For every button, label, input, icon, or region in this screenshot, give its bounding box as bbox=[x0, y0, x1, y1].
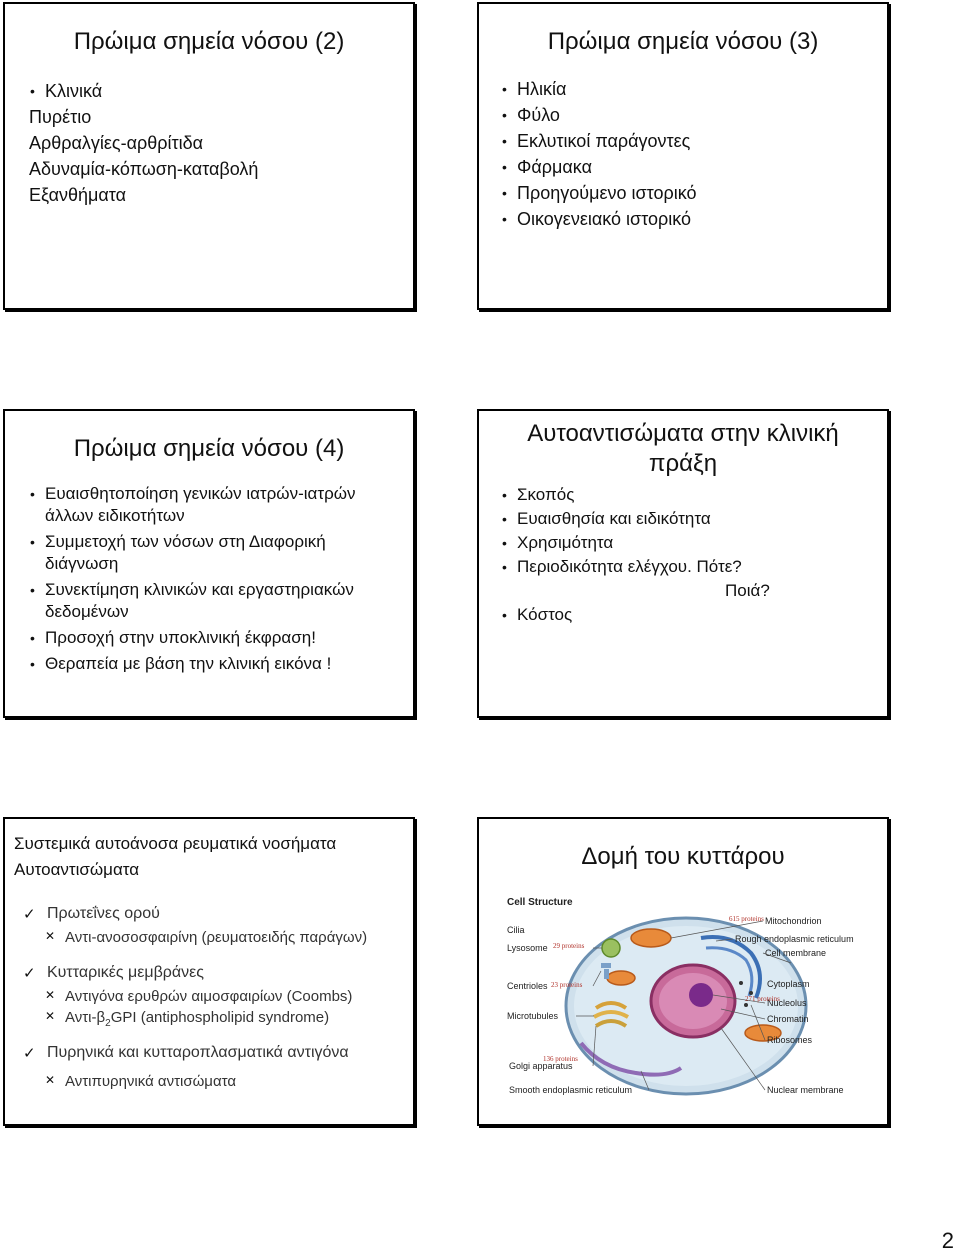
bullet-item: • Περιοδικότητα ελέγχου. Πότε? bbox=[517, 555, 770, 579]
bullet-dot-icon: • bbox=[502, 511, 507, 527]
cross-mark-icon: ✕ bbox=[45, 1009, 56, 1023]
bullet-dot-icon: • bbox=[30, 534, 35, 550]
nucleolus-shape bbox=[689, 983, 713, 1007]
label-mitochondrion: Mitochondrion bbox=[765, 916, 822, 926]
bullet-dot-icon: • bbox=[30, 83, 35, 99]
bullet-item: • Ευαισθησία και ειδικότητα bbox=[517, 507, 770, 531]
mitochondrion-shape bbox=[631, 929, 671, 947]
bullet-item: • Προσοχή στην υποκλινική έκφραση! bbox=[30, 628, 316, 647]
bullet-dot-icon: • bbox=[30, 486, 35, 502]
label-smooth-er: Smooth endoplasmic reticulum bbox=[509, 1085, 633, 1095]
bullet-dot-icon: • bbox=[502, 211, 507, 227]
slide-title: Δομή του κυττάρου bbox=[581, 843, 785, 870]
label-lysosome: Lysosome bbox=[507, 943, 548, 953]
label-chromatin: Chromatin bbox=[767, 1014, 809, 1024]
bullet-item: • Σκοπός bbox=[517, 483, 770, 507]
slide-heading: Συστεμικά αυτοάνοσα ρευματικά νοσήματα Αυτοαντισώματα bbox=[14, 834, 337, 879]
bullet-dot-icon: • bbox=[502, 159, 507, 175]
bullet-dot-icon: • bbox=[502, 487, 507, 503]
cell-illustration bbox=[501, 893, 867, 1099]
label-cell-membrane: Cell membrane bbox=[765, 948, 827, 958]
label-cytoplasm: Cytoplasm bbox=[767, 979, 810, 989]
label-rough-er: Rough endoplasmic reticulum bbox=[735, 934, 854, 944]
protein-count-label: 29 proteins bbox=[553, 942, 585, 950]
bullet-list bbox=[502, 483, 770, 627]
protein-count-label: 271 proteins bbox=[745, 995, 780, 1003]
label-nuclear-membrane: Nuclear membrane bbox=[767, 1085, 844, 1095]
mitochondrion-shape bbox=[607, 971, 635, 985]
sub-item: ✕ Αντι-ανοσοσφαιρίνη (ρευματοειδής παράγων) bbox=[45, 929, 368, 946]
bullet-dot-icon: • bbox=[502, 607, 507, 623]
ribosome-dot bbox=[744, 1003, 748, 1007]
bullet-list bbox=[30, 483, 356, 675]
slide-title: Πρώιμα σημεία νόσου (2) bbox=[73, 28, 345, 55]
bullet-dot-icon: • bbox=[30, 582, 35, 598]
slide-title: Αυτοαντισώματα στην κλινική πράξη bbox=[527, 420, 839, 477]
protein-count-label: 615 proteins bbox=[729, 915, 764, 923]
label-cilia: Cilia bbox=[507, 925, 525, 935]
checkmark-icon: ✓ bbox=[23, 965, 36, 982]
slide-cell-structure bbox=[477, 817, 889, 1126]
checkmark-icon: ✓ bbox=[23, 1045, 36, 1062]
bullet-item: • Χρησιμότητα bbox=[517, 531, 770, 555]
centriole-shape bbox=[601, 963, 611, 968]
label-nucleolus: Nucleolus bbox=[767, 998, 807, 1008]
group-nuclear-antigens: ✓ Πυρηνικά και κυτταροπλασματικά αντιγόνα bbox=[23, 1044, 349, 1062]
page-number: 2 bbox=[941, 1228, 954, 1253]
bullet-item: • Συμμετοχή των νόσων στη Διαφορική διάγνωση bbox=[30, 532, 326, 573]
bullet-dot-icon: • bbox=[502, 81, 507, 97]
sub-item: ✕ Αντιγόνα ερυθρών αιμοσφαιρίων (Coombs) bbox=[45, 988, 353, 1005]
text-line: Αρθραλγίες-αρθρίτιδα bbox=[29, 133, 204, 153]
protein-count-label: 23 proteins bbox=[551, 981, 583, 989]
slide-title: Πρώιμα σημεία νόσου (3) bbox=[547, 28, 819, 55]
bullet-item: • Εκλυτικοί παράγοντες bbox=[517, 128, 697, 154]
bullet-item: • Ηλικία bbox=[517, 76, 697, 102]
slide-autoantibodies-clinical-practice bbox=[477, 409, 889, 718]
label-centrioles: Centrioles bbox=[507, 981, 548, 991]
slide-systemic-autoimmune-diseases bbox=[3, 817, 415, 1126]
text-line: Πυρέτιο bbox=[29, 107, 92, 127]
bullet-dot-icon: • bbox=[30, 630, 35, 646]
cross-mark-icon: ✕ bbox=[45, 988, 56, 1002]
bullet-item: • Κόστος bbox=[517, 603, 770, 627]
bullet-item: • Κλινικά bbox=[45, 78, 102, 104]
label-ribosomes: Ribosomes bbox=[767, 1035, 813, 1045]
bullet-dot-icon: • bbox=[30, 656, 35, 672]
bullet-dot-icon: • bbox=[502, 107, 507, 123]
sub-item: ✕ Αντιπυρηνικά αντισώματα bbox=[45, 1073, 237, 1090]
slide-early-signs-4 bbox=[3, 409, 415, 718]
checkmark-icon: ✓ bbox=[23, 906, 36, 923]
bullet-list bbox=[502, 76, 697, 232]
bullet-dot-icon: • bbox=[502, 535, 507, 551]
sub-item: ✕ Αντι-$\beta_2GPI$ (antiphospholipid syndrome) bbox=[45, 1009, 330, 1029]
label-microtubules: Microtubules bbox=[507, 1011, 559, 1021]
bullet-list bbox=[30, 78, 103, 104]
bullet-dot-icon: • bbox=[502, 133, 507, 149]
text-line: Εξανθήματα bbox=[29, 185, 127, 205]
group-serum-proteins: ✓ Πρωτεΐνες ορού bbox=[23, 905, 160, 923]
bullet-item: • Προηγούμενο ιστορικό bbox=[517, 180, 697, 206]
diagram-heading: Cell Structure bbox=[507, 897, 573, 908]
bullet-item: • Φάρμακα bbox=[517, 154, 697, 180]
cell-structure-diagram bbox=[501, 893, 867, 1099]
protein-count-label: 136 proteins bbox=[543, 1055, 578, 1063]
symptom-lines bbox=[29, 104, 258, 208]
bullet-item: • Φύλο bbox=[517, 102, 697, 128]
text-line: Αδυναμία-κόπωση-καταβολή bbox=[29, 159, 259, 179]
centriole-shape bbox=[604, 969, 609, 979]
bullet-item: • Ευαισθητοποίηση γενικών ιατρών-ιατρών άλλων ειδικοτήτων bbox=[30, 484, 356, 525]
slide-early-signs-2 bbox=[3, 2, 415, 310]
slide-early-signs-3 bbox=[477, 2, 889, 310]
cross-mark-icon: ✕ bbox=[45, 929, 56, 943]
bullet-item: • Οικογενειακό ιστορικό bbox=[517, 206, 697, 232]
ribosome-dot bbox=[739, 981, 743, 985]
bullet-dot-icon: • bbox=[502, 185, 507, 201]
label-golgi: Golgi apparatus bbox=[509, 1061, 573, 1071]
slide-title: Πρώιμα σημεία νόσου (4) bbox=[73, 435, 345, 462]
cross-mark-icon: ✕ bbox=[45, 1073, 56, 1087]
group-cell-membranes: ✓ Κυτταρικές μεμβράνες bbox=[23, 964, 204, 982]
bullet-item: • Θεραπεία με βάση την κλινική εικόνα ! bbox=[30, 654, 332, 673]
continuation-line: Ποιά? bbox=[725, 581, 770, 600]
bullet-item: • Συνεκτίμηση κλινικών και εργαστηριακών δεδομένων bbox=[30, 580, 354, 621]
lysosome-shape bbox=[602, 939, 620, 957]
bullet-dot-icon: • bbox=[502, 559, 507, 575]
